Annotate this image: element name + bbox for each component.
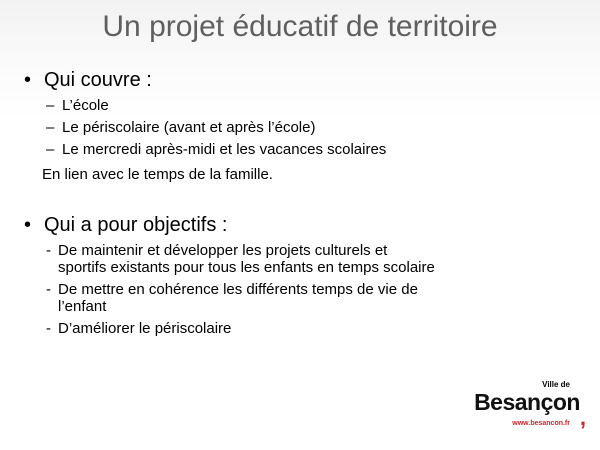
- section-objectives: [22, 213, 582, 337]
- dash-marker: –: [46, 141, 55, 158]
- logo-comma: ,: [579, 405, 586, 430]
- list-item: [46, 119, 582, 136]
- logo-ville: Ville de: [542, 380, 570, 389]
- list-item-text: Le mercredi après-midi et les vacances scolaires: [62, 141, 387, 158]
- list-item: [46, 320, 582, 337]
- bullet-dot: •: [24, 69, 32, 91]
- bullet-heading-text: Qui a pour objectifs :: [44, 214, 228, 236]
- list-item-line: sportifs existants pour tous les enfants en temps scolaire: [58, 259, 435, 276]
- bullet-heading: [22, 68, 582, 92]
- list-item: [46, 141, 582, 158]
- logo-url: www.besancon.fr: [512, 420, 570, 427]
- list-item-line: De maintenir et développer les projets culturels et: [58, 242, 388, 259]
- list-item: [46, 242, 582, 276]
- list-item: [46, 97, 582, 114]
- dash-marker: –: [46, 97, 55, 114]
- besancon-logo: [474, 380, 586, 440]
- section-coverage: [22, 68, 582, 183]
- bullet-heading-text: Qui couvre :: [44, 69, 152, 91]
- bullet-dot: •: [24, 214, 32, 236]
- dash-marker: -: [46, 281, 51, 298]
- list-item-line: l’enfant: [58, 298, 107, 315]
- dash-marker: –: [46, 119, 55, 136]
- section-note: En lien avec le temps de la famille.: [42, 166, 273, 183]
- slide-title: Un projet éducatif de territoire: [102, 10, 498, 43]
- list-item-line: D’améliorer le périscolaire: [58, 320, 232, 337]
- logo-name: Besançon: [474, 389, 580, 415]
- list-item: [46, 281, 582, 315]
- list-item-line: De mettre en cohérence les différents temps de vie de: [58, 281, 418, 298]
- dash-marker: -: [46, 320, 51, 337]
- list-item-text: L’école: [62, 97, 109, 114]
- bullet-heading: [22, 213, 582, 237]
- list-item-text: Le périscolaire (avant et après l’école): [62, 119, 316, 136]
- dash-marker: -: [46, 242, 51, 259]
